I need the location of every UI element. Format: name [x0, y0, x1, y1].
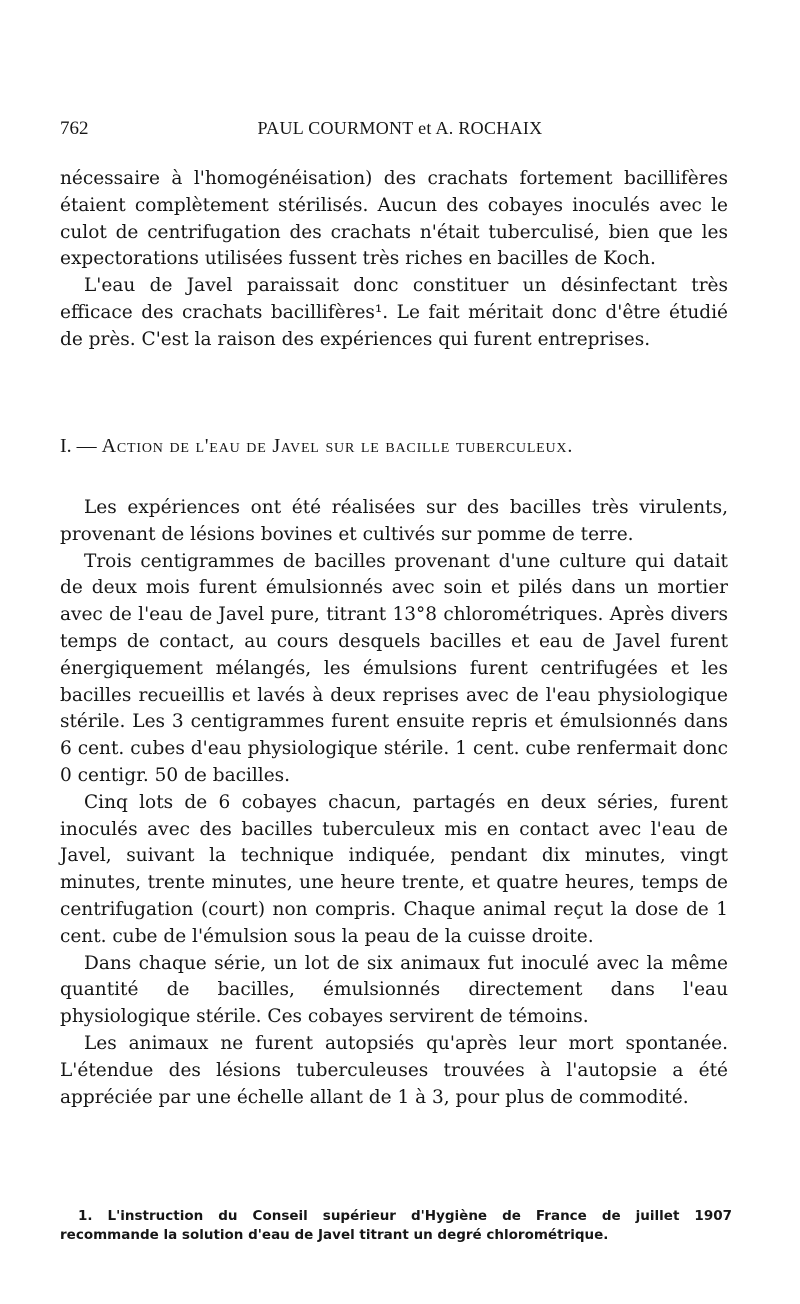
paragraph-continuation: nécessaire à l'homogénéisation) des crachats fortement bacillifères étaient complètement stérilisés. Aucun des cobayes inoculés avec le culot de centrifugation des crachats n'était tuberculisé, bien que les expectorations utilisées fussent très riches en bacilles de Koch.: [60, 168, 728, 270]
paragraph-controls: Dans chaque série, un lot de six animaux fut inoculé avec la même quantité de bacilles, émulsionnés directement dans l'eau physiologique stérile. Ces cobayes servirent de témoins.: [60, 952, 728, 1028]
paragraph-javel-efficacy: L'eau de Javel paraissait donc constituer un désinfectant très efficace des crachats bacillifères¹. Le fait méritait donc d'être étudié de près. C'est la raison des expériences qui furent entreprises.: [60, 275, 728, 350]
footnote-text: 1. L'instruction du Conseil supérieur d'Hygiène de France de juillet 1907 recommande la solution d'eau de Javel titrant un degré chlorométrique.: [60, 1208, 732, 1243]
paragraph-method: Trois centigrammes de bacilles provenant d'une culture qui datait de deux mois furent émulsionnés avec soin et pilés dans un mortier avec de l'eau de Javel pure, titrant 13°8 chlorométriques. Après divers temps de contact, au cours desquels bacilles et eau de Javel furent énergiquement mélangés, les émulsions furent centrifugées et les bacilles recueillis et lavés à deux reprises avec de l'eau physiologique stérile. Les 3 centigrammes furent ensuite repris et émulsionnés dans 6 cent. cubes d'eau physiologique stérile. 1 cent. cube renfermait donc 0 centigr. 50 de bacilles.: [60, 550, 728, 786]
running-head: PAUL COURMONT et A. ROCHAIX: [257, 118, 543, 138]
body-text-section: [60, 495, 728, 1111]
section-number: I.: [60, 435, 72, 457]
footnote: [60, 1207, 732, 1245]
page-number: 762: [60, 118, 89, 139]
paragraph-autopsy: Les animaux ne furent autopsiés qu'après leur mort spontanée. L'étendue des lésions tuberculeuses trouvées à l'autopsie a été appréciée par une échelle allant de 1 à 3, pour plus de commodité.: [60, 1032, 728, 1108]
page-header: [60, 118, 740, 146]
paragraph-lots: Cinq lots de 6 cobayes chacun, partagés en deux séries, furent inoculés avec des bacilles tuberculeux mis en contact avec l'eau de Javel, suivant la technique indiquée, pendant dix minutes, vingt minutes, trente minutes, une heure trente, et quatre heures, temps de centrifugation (court) non compris. Chaque animal reçut la dose de 1 cent. cube de l'émulsion sous la peau de la cuisse droite.: [60, 791, 728, 947]
section-title: Action de l'eau de Javel sur le bacille tuberculeux.: [101, 435, 574, 457]
body-text-intro: [60, 166, 728, 354]
paragraph-experiments: Les expériences ont été réalisées sur des bacilles très virulents, provenant de lésions bovines et cultivés sur pomme de terre.: [60, 497, 728, 545]
section-heading: [60, 433, 740, 459]
section-dash: —: [76, 435, 97, 457]
